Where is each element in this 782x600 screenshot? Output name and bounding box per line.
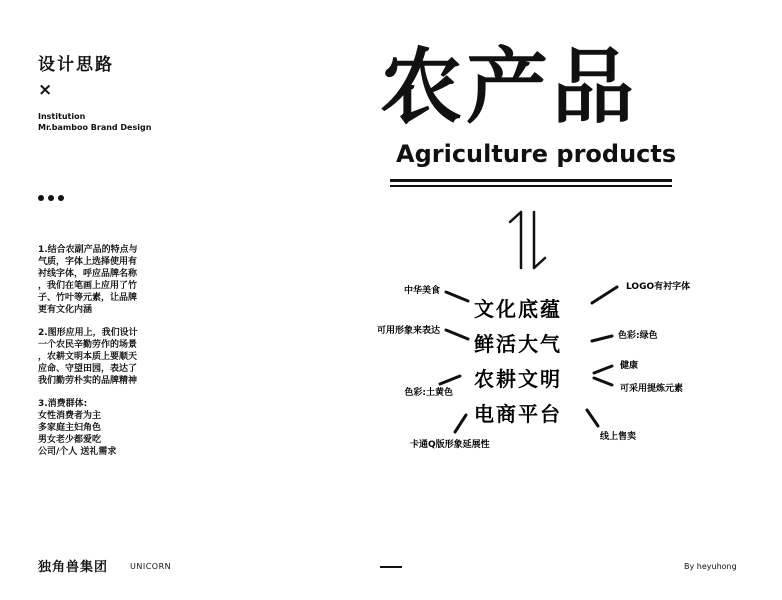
keyword-farming: 农耕文明 — [474, 367, 562, 391]
note-line: 一个农民辛勤劳作的场景 — [38, 340, 138, 350]
note-line: ，农耕文明本质上要顺天 — [38, 352, 138, 362]
connector-tuhuang — [440, 376, 460, 384]
note-line: 衬线字体，呼应品牌名称 — [38, 269, 138, 279]
cross-icon: × — [38, 80, 53, 100]
note-line: 更有文化内涵 — [38, 305, 93, 315]
footer-divider — [380, 566, 402, 568]
note-line: 2.图形应用上，我们设计 — [38, 328, 138, 338]
footer-brand-en: UNICORN — [130, 562, 172, 571]
note-line: 3.消费群体: — [38, 399, 88, 409]
keyword-fresh: 鲜活大气 — [474, 332, 562, 356]
institution-label: Institution — [38, 112, 86, 121]
footer-brand-cn: 独角兽集团 — [38, 560, 109, 575]
double-arrow-up-down-icon — [510, 212, 545, 268]
label-lvse: 色彩:绿色 — [618, 331, 658, 341]
label-logo: LOGO有衬字体 — [626, 282, 691, 292]
note-line: 女性消费者为主 — [38, 411, 102, 421]
label-zhonghua: 中华美食 — [403, 286, 440, 296]
keyword-culture: 文化底蕴 — [474, 297, 562, 321]
page-subtitle: Agriculture products — [396, 140, 677, 168]
connector-katong — [455, 415, 466, 432]
page-title: 农产品 — [380, 40, 639, 135]
label-tuhuang: 色彩:土黄色 — [404, 388, 453, 398]
connector-logo — [592, 287, 617, 303]
label-xianshang: 线上售卖 — [600, 432, 637, 442]
connector-zhonghua — [446, 292, 468, 301]
label-katong: 卡通Q版形象延展性 — [410, 440, 490, 450]
connector-jiankang — [594, 366, 612, 373]
footer-author: By heyuhong — [684, 562, 737, 571]
note-line: 多家庭主妇角色 — [38, 423, 102, 433]
note-line: 子、竹叶等元素，让品牌 — [38, 293, 138, 303]
note-line: 气质，字体上选择使用有 — [38, 257, 138, 267]
note-line: 公司/个人 送礼需求 — [38, 447, 117, 457]
brand-design-label: Mr.bamboo Brand Design — [38, 123, 152, 132]
note-line: ，我们在笔画上应用了竹 — [38, 281, 138, 291]
keyword-ecommerce: 电商平台 — [474, 402, 562, 426]
connector-xianshang — [587, 410, 598, 426]
note-line: 应命、守望田园，表达了 — [38, 364, 138, 374]
note-line: 1.结合农副产品的特点与 — [38, 245, 138, 255]
label-tilian: 可采用提炼元素 — [620, 384, 684, 394]
sidebar-title: 设计思路 — [38, 55, 114, 75]
connector-lvse — [592, 336, 612, 341]
connector-tilian — [594, 378, 612, 385]
connector-keyong — [446, 330, 468, 339]
note-line: 我们勤劳朴实的品牌精神 — [38, 376, 138, 386]
note-line: 男女老少都爱吃 — [38, 435, 102, 445]
label-jiankang: 健康 — [620, 361, 639, 371]
label-keyong: 可用形象来表达 — [376, 326, 440, 336]
